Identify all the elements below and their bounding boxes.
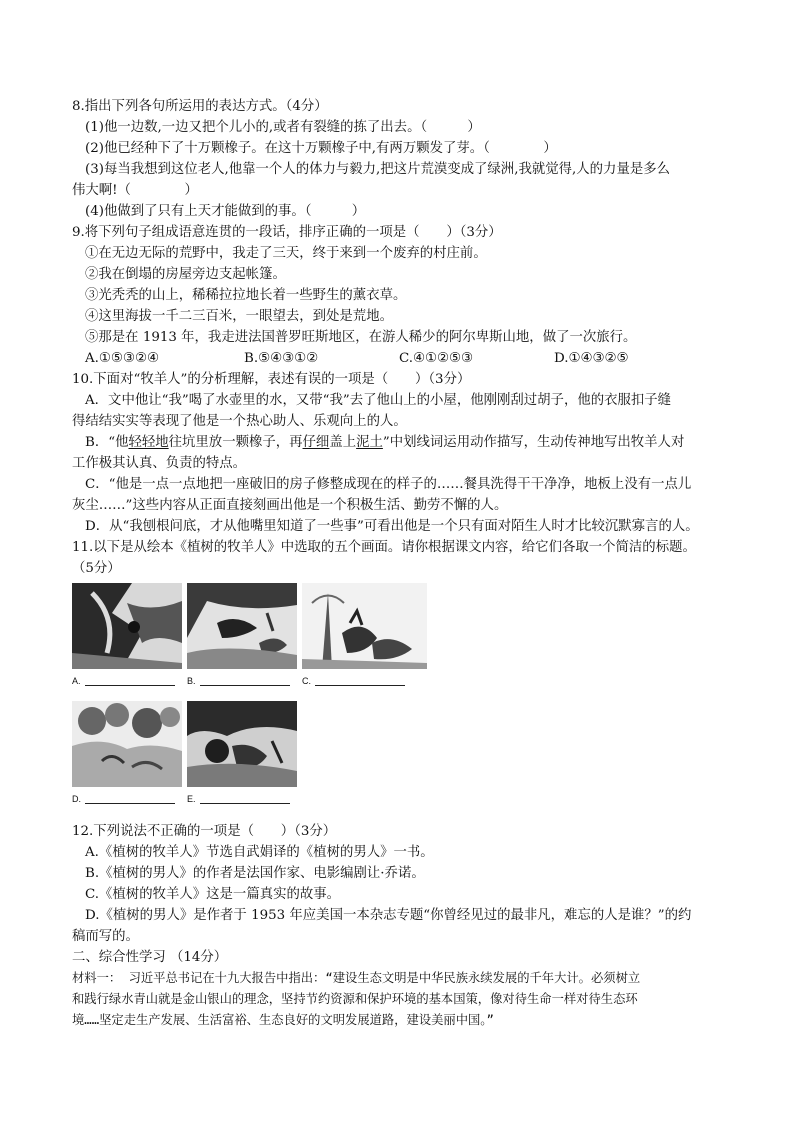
caption-e: E. (187, 794, 290, 804)
q10-option-b-cont: 工作极其认真、负责的特点。 (72, 456, 247, 471)
q10-option-a-cont: 得结结实实等表现了他是一个热心助人、乐观向上的人。 (72, 414, 407, 429)
q10-option-b (72, 432, 728, 453)
material-1-line-3: 境……坚定走生产发展、生活富裕、生态良好的文明发展道路，建设美丽中国。” (72, 1013, 494, 1027)
section-2-title: 二、综合性学习 （14分） (72, 950, 228, 965)
answer-blank-c[interactable] (315, 676, 405, 686)
q10-option-d: D．从“我刨根问底，才从他嘴里知道了一些事”可看出他是一个只有面对陌生人时才比较沉默寡言的人。 (85, 519, 699, 534)
q8-stem: 8.指出下列各句所运用的表达方式。（4分） (72, 99, 328, 114)
q9-option-b: B.⑤④③①② (244, 351, 319, 366)
material-1-line-2: 和践行绿水青山就是金山银山的理念，坚持节约资源和保护环境的基本国策，像对待生命一样对待生态环 (72, 992, 638, 1006)
answer-blank-a[interactable] (85, 676, 175, 686)
q12-option-d-cont: 稿而写的。 (72, 929, 139, 944)
q9-stem: 9.将下列句子组成语意连贯的一段话，排序正确的一项是（ ）（3分） (72, 225, 502, 240)
q12-option-a: A.《植树的牧羊人》节选自武娟译的《植树的男人》一书。 (85, 845, 434, 860)
q10-b-underline-3: 泥土 (356, 435, 383, 450)
q8-item-2: (2)他已经种下了十万颗橡子。在这十万颗橡子中,有两万颗发了芽。（ ） (85, 141, 557, 156)
q10-option-c: C．“他是一点一点地把一座破旧的房子修整成现在的样子的……餐具洗得干干净净，地板上没有一点儿 (85, 477, 692, 492)
q10-b-post: ”中划线词运用动作描写，生动传神地写出牧羊人对 (382, 435, 685, 450)
caption-b: B. (187, 676, 290, 686)
answer-blank-b[interactable] (200, 676, 290, 686)
q9-option-a: A.①⑤③②④ (85, 351, 159, 366)
q9-item-5: ⑤那是在 1913 年，我走进法国普罗旺斯地区，在游人稀少的阿尔卑斯山地，做了一次旅行。 (85, 330, 637, 345)
q9-options (72, 348, 728, 369)
q10-b-underline-2: 仔细 (302, 435, 330, 450)
picture-a (72, 583, 182, 669)
material-1-line-1: 材料一： 习近平总书记在十九大报告中指出：“建设生态文明是中华民族永续发展的千年大计。必须树立 (72, 971, 641, 985)
picture-e (187, 701, 297, 787)
q12-option-c: C.《植树的牧羊人》这是一篇真实的故事。 (85, 887, 341, 902)
q9-item-2: ②我在倒塌的房屋旁边支起帐篷。 (85, 267, 286, 282)
q9-item-1: ①在无边无际的荒野中，我走了三天，终于来到一个废弃的村庄前。 (85, 246, 487, 261)
q8-item-4: (4)他做到了只有上天才能做到的事。（ ） (85, 204, 366, 219)
q9-option-d: D.①④③②⑤ (554, 351, 629, 366)
q11-picture-grid (72, 583, 728, 819)
caption-c: C. (302, 676, 405, 686)
q10-option-a: A．文中他让“我”喝了水壶里的水，又带“我”去了他山上的小屋，他刚刚刮过胡子，他的衣服扣子缝 (85, 393, 672, 408)
q12-option-b: B.《植树的男人》的作者是法国作家、电影编剧让·乔诺。 (85, 866, 425, 881)
picture-d (72, 701, 182, 787)
q12-stem: 12.下列说法不正确的一项是（ ）（3分） (72, 824, 337, 839)
q10-b-mid-1: 往坑里放一颗橡子，再 (168, 435, 303, 450)
q9-option-c: C.④①②⑤③ (399, 351, 474, 366)
caption-d: D. (72, 794, 175, 804)
q12-option-d: D.《植树的男人》是作者于 1953 年应美国一本杂志专题“你曾经见过的最非凡，难忘的人是谁？”的约 (85, 908, 692, 923)
answer-blank-d[interactable] (85, 794, 175, 804)
q11-stem: 11.以下是从绘本《植树的牧羊人》中选取的五个画面。请你根据课文内容，给它们各取一个简洁的标题。 (72, 540, 696, 555)
q10-stem: 10.下面对“牧羊人”的分析理解，表述有误的一项是（ ）（3分） (72, 372, 471, 387)
exam-page (72, 96, 728, 1031)
q9-item-4: ④这里海拔一千二三百米，一眼望去，到处是荒地。 (85, 309, 393, 324)
q10-option-c-cont: 灰尘……”这些内容从正面直接刻画出他是一个积极生活、勤劳不懈的人。 (72, 498, 508, 513)
answer-blank-e[interactable] (200, 794, 290, 804)
q10-b-pre: B．“他 (85, 435, 129, 450)
caption-a: A. (72, 676, 175, 686)
q8-item-3: (3)每当我想到这位老人,他靠一个人的体力与毅力,把这片荒漠变成了绿洲,我就觉得,人的力量是多么 (85, 162, 671, 177)
q11-score: （5分） (72, 561, 121, 576)
q9-item-3: ③光秃秃的山上，稀稀拉拉地长着一些野生的薰衣草。 (85, 288, 407, 303)
q8-item-3-cont: 伟大啊!（ ） (72, 183, 198, 198)
q10-b-underline-1: 轻轻地 (128, 435, 169, 450)
picture-c (302, 583, 427, 669)
q8-item-1: (1)他一边数,一边又把个儿小的,或者有裂缝的拣了出去。（ ） (85, 120, 481, 135)
picture-b (187, 583, 297, 669)
q10-b-mid-2: 盖上 (329, 435, 357, 450)
